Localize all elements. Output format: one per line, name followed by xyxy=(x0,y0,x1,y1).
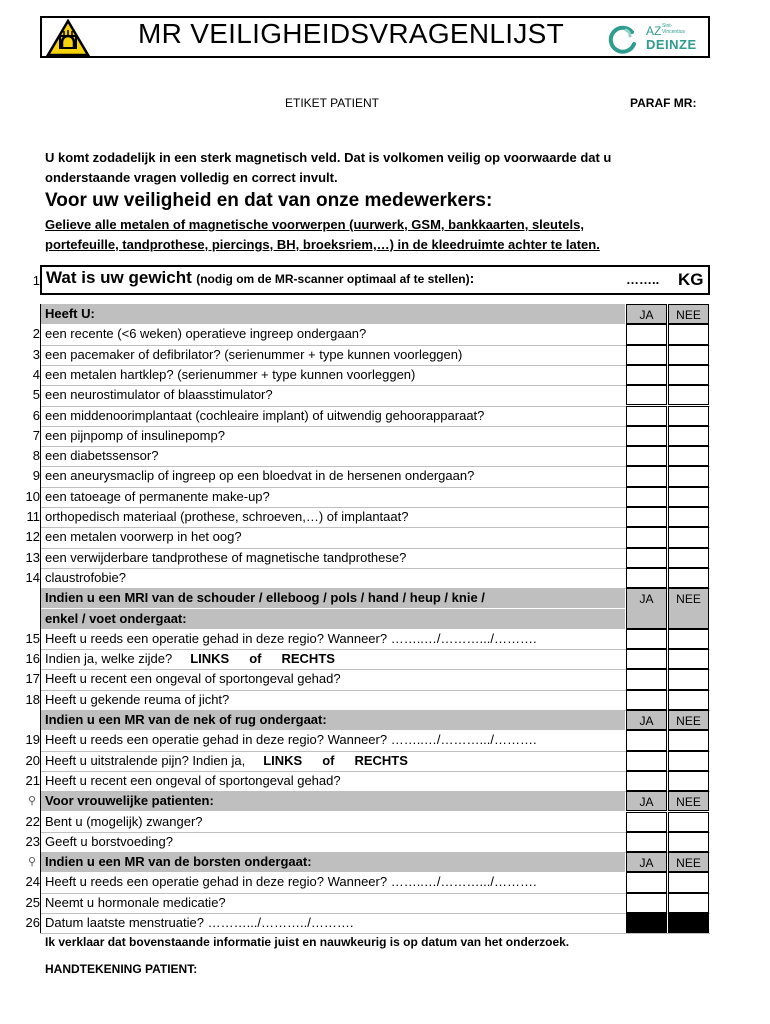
signature-label: HANDTEKENING PATIENT: xyxy=(45,962,198,976)
row-divider xyxy=(40,548,710,549)
nee-checkbox[interactable] xyxy=(668,669,709,689)
nee-checkbox[interactable] xyxy=(668,446,709,466)
ja-checkbox[interactable] xyxy=(626,466,667,486)
question-number: 7 xyxy=(32,427,40,443)
section-header-bg xyxy=(41,304,625,324)
row-divider xyxy=(40,527,710,528)
ja-checkbox[interactable] xyxy=(626,771,667,791)
question-text xyxy=(45,814,203,829)
question-text xyxy=(45,367,415,382)
question-text xyxy=(45,692,229,707)
question-number: 22 xyxy=(25,813,40,829)
table-left-border xyxy=(40,304,41,933)
section-title: Heeft U: xyxy=(45,306,95,321)
question-number: 25 xyxy=(25,894,40,910)
nee-checkbox[interactable] xyxy=(668,730,709,750)
question-label: Geeft u borstvoeding? xyxy=(45,833,173,849)
nee-label: NEE xyxy=(676,856,701,871)
declaration: Ik verklaar dat bovenstaande informatie juist en nauwkeurig is op datum van het onderzoek. xyxy=(45,935,570,949)
intro-line2: onderstaande vragen volledig en correct invult. xyxy=(45,170,338,185)
nee-checkbox[interactable] xyxy=(668,751,709,771)
ja-checkbox[interactable] xyxy=(626,507,667,527)
question-label: Heeft u reeds een operatie gehad in deze regio? Wanneer? ……..…/……….../………. xyxy=(45,630,537,646)
ja-checkbox[interactable] xyxy=(626,629,667,649)
section-title: Indien u een MR van de nek of rug ondergaat: xyxy=(45,712,327,727)
weight-field[interactable]: …….. xyxy=(626,272,660,287)
row-divider xyxy=(40,832,710,833)
question-text xyxy=(45,326,366,341)
question-number: 13 xyxy=(25,549,40,565)
question-label: een tatoeage of permanente make-up? xyxy=(45,488,270,504)
ja-label: JA xyxy=(639,856,654,871)
logo-sub1: Sint- xyxy=(662,23,673,29)
nee-checkbox[interactable] xyxy=(668,406,709,426)
nee-checkbox xyxy=(668,913,709,933)
question-number: 12 xyxy=(25,529,40,545)
nee-checkbox[interactable] xyxy=(668,426,709,446)
ja-checkbox[interactable] xyxy=(626,385,667,405)
question-text xyxy=(45,448,158,463)
question-text xyxy=(45,468,474,483)
ja-checkbox xyxy=(626,913,667,933)
question-label: Heeft u uitstralende pijn? Indien ja, xyxy=(45,752,246,768)
question-label: een verwijderbare tandprothese of magnetische tandprothese? xyxy=(45,549,407,565)
logo-sub2: Vincentius xyxy=(662,29,685,35)
nee-checkbox[interactable] xyxy=(668,629,709,649)
choice-of: of xyxy=(322,752,335,768)
choice-rechts[interactable]: RECHTS xyxy=(281,651,335,667)
nee-checkbox[interactable] xyxy=(668,365,709,385)
question-number: 18 xyxy=(25,691,40,707)
question-label: Heeft u reeds een operatie gehad in deze regio? Wanneer? ……..…/……….../………. xyxy=(45,732,537,748)
nee-checkbox[interactable] xyxy=(668,872,709,892)
nee-checkbox[interactable] xyxy=(668,507,709,527)
section-title: Voor vrouwelijke patienten: xyxy=(45,793,214,809)
question-number: 24 xyxy=(25,874,40,890)
question-number: 23 xyxy=(25,833,40,849)
weight-note: (nodig om de MR-scanner optimaal af te stellen) xyxy=(196,272,470,286)
safety-line2: portefeuille, tandprothese, piercings, BH, broeksriem,…) in de kleedruimte achter te laten. xyxy=(45,237,600,252)
weight-colon: : xyxy=(469,270,475,286)
ja-checkbox[interactable] xyxy=(626,568,667,588)
question-number: 19 xyxy=(25,732,40,748)
question-label: orthopedisch materiaal (prothese, schroeven,…) of implantaat? xyxy=(45,509,409,524)
section-title: Indien u een MR van de borsten ondergaat: xyxy=(45,854,312,870)
nee-checkbox[interactable] xyxy=(668,771,709,791)
ja-checkbox[interactable] xyxy=(626,487,667,507)
question-label: Datum laatste menstruatie? ……….../………../………. xyxy=(45,915,354,930)
ja-checkbox[interactable] xyxy=(626,345,667,365)
question-text xyxy=(45,529,242,544)
ja-checkbox[interactable] xyxy=(626,812,667,832)
weight-num: 1 xyxy=(32,273,40,288)
question-number: 10 xyxy=(25,488,40,504)
choice-links[interactable]: LINKS xyxy=(190,651,230,667)
row-divider xyxy=(40,649,710,650)
nee-label: NEE xyxy=(676,795,701,810)
question-number: 9 xyxy=(32,468,40,484)
nee-label: NEE xyxy=(676,714,701,728)
ja-checkbox[interactable] xyxy=(626,832,667,852)
question-label: een recente (<6 weken) operatieve ingreep ondergaan? xyxy=(45,326,367,342)
page-title: MR VEILIGHEIDSVRAGENLIJST xyxy=(138,18,565,49)
weight-unit: KG xyxy=(678,270,704,289)
row-divider xyxy=(40,913,710,914)
question-number: 3 xyxy=(32,346,40,362)
question-number: 15 xyxy=(25,630,40,646)
ja-checkbox[interactable] xyxy=(626,649,667,669)
row-divider xyxy=(40,406,710,407)
logo-az: AZ xyxy=(646,24,662,38)
question-text xyxy=(45,671,341,686)
question-text xyxy=(45,489,270,504)
question-label: claustrofobie? xyxy=(45,569,126,585)
question-label: Indien ja, welke zijde? xyxy=(45,651,173,667)
row-divider xyxy=(40,690,710,691)
question-number: 2 xyxy=(32,326,40,342)
nee-checkbox[interactable] xyxy=(668,812,709,832)
question-text xyxy=(45,895,226,910)
question-label: een metalen hartklep? (serienummer + type kunnen voorleggen) xyxy=(45,366,416,382)
nee-checkbox[interactable] xyxy=(668,527,709,547)
row-divider xyxy=(40,385,710,386)
row-divider xyxy=(40,345,710,346)
safety-line1: Gelieve alle metalen of magnetische voorwerpen (uurwerk, GSM, bankkaarten, sleutels, xyxy=(45,217,584,232)
ja-checkbox[interactable] xyxy=(626,872,667,892)
question-label: Neemt u hormonale medicatie? xyxy=(45,894,226,910)
row-divider xyxy=(40,568,710,569)
question-text xyxy=(45,915,353,930)
nee-checkbox[interactable] xyxy=(668,385,709,405)
etiket-label: ETIKET PATIENT xyxy=(285,96,380,110)
question-text xyxy=(45,509,408,524)
question-text xyxy=(45,347,462,362)
question-label: Heeft u recent een ongeval of sportongeval gehad? xyxy=(45,772,341,788)
ja-checkbox[interactable] xyxy=(626,365,667,385)
question-number: 17 xyxy=(25,671,40,687)
nee-checkbox[interactable] xyxy=(668,832,709,852)
question-label: een aneurysmaclip of ingreep op een bloedvat in de hersenen ondergaan? xyxy=(45,468,475,484)
nee-checkbox[interactable] xyxy=(668,548,709,568)
ja-checkbox[interactable] xyxy=(626,669,667,689)
row-divider xyxy=(40,893,710,894)
ja-label: JA xyxy=(639,308,654,322)
ja-label: JA xyxy=(639,795,654,810)
logo-swirl-icon xyxy=(606,24,638,54)
ja-checkbox[interactable] xyxy=(626,548,667,568)
ja-checkbox[interactable] xyxy=(626,406,667,426)
row-divider xyxy=(40,426,710,427)
question-number: 11 xyxy=(26,509,40,524)
question-text xyxy=(45,651,335,666)
safety-heading: Voor uw veiligheid en dat van onze medewerkers: xyxy=(45,190,493,211)
nee-checkbox[interactable] xyxy=(668,568,709,588)
ja-label: JA xyxy=(639,714,654,728)
question-text xyxy=(45,631,537,646)
ja-checkbox[interactable] xyxy=(626,690,667,710)
question-text xyxy=(45,428,225,443)
row-divider xyxy=(40,466,710,467)
question-text xyxy=(45,387,273,402)
question-text xyxy=(45,834,173,849)
question-label: Bent u (mogelijk) zwanger? xyxy=(45,813,203,829)
question-text xyxy=(45,773,341,788)
paraf-label: PARAF MR: xyxy=(630,96,697,110)
ja-checkbox[interactable] xyxy=(626,446,667,466)
ja-checkbox[interactable] xyxy=(626,527,667,547)
question-label: een pacemaker of defibrilator? (serienummer + type kunnen voorleggen) xyxy=(45,346,463,362)
row-divider xyxy=(40,487,710,488)
ja-checkbox[interactable] xyxy=(626,426,667,446)
weight-label: Wat is uw gewicht xyxy=(46,268,192,287)
nee-checkbox[interactable] xyxy=(668,324,709,344)
question-number: 26 xyxy=(25,915,40,930)
question-text xyxy=(45,753,408,768)
question-label: Heeft u recent een ongeval of sportongeval gehad? xyxy=(45,671,341,687)
question-number: 4 xyxy=(32,366,40,382)
ja-checkbox[interactable] xyxy=(626,730,667,750)
question-number: 16 xyxy=(25,651,40,667)
question-label: Heeft u gekende reuma of jicht? xyxy=(45,691,230,707)
nee-label: NEE xyxy=(676,592,701,607)
row-divider xyxy=(40,669,710,670)
ja-checkbox[interactable] xyxy=(626,893,667,913)
nee-checkbox[interactable] xyxy=(668,893,709,913)
question-number: 20 xyxy=(25,752,40,768)
nee-label: NEE xyxy=(676,308,701,322)
nee-checkbox[interactable] xyxy=(668,466,709,486)
question-label: een pijnpomp of insulinepomp? xyxy=(45,427,225,443)
choice-links[interactable]: LINKS xyxy=(263,752,303,768)
section-title: enkel / voet ondergaat: xyxy=(45,610,187,626)
row-divider xyxy=(40,365,710,366)
row-divider xyxy=(40,446,710,447)
row-divider xyxy=(40,751,710,752)
question-number: 5 xyxy=(32,387,40,403)
ja-checkbox[interactable] xyxy=(626,324,667,344)
choice-rechts[interactable]: RECHTS xyxy=(354,752,408,768)
question-number: 8 xyxy=(32,448,40,464)
question-number: 6 xyxy=(32,407,40,423)
hospital-logo xyxy=(606,24,706,54)
question-text xyxy=(45,732,537,747)
section-title: Indien u een MRI van de schouder / elleboog / pols / hand / heup / knie / xyxy=(45,590,485,606)
nee-checkbox[interactable] xyxy=(668,649,709,669)
ja-label: JA xyxy=(639,592,654,607)
weight-question xyxy=(46,268,474,288)
logo-deinze: DEINZE xyxy=(646,37,697,52)
row-divider xyxy=(40,507,710,508)
question-label: een metalen voorwerp in het oog? xyxy=(45,529,242,545)
nee-checkbox[interactable] xyxy=(668,690,709,710)
row-divider xyxy=(40,771,710,772)
question-text xyxy=(45,570,126,585)
nee-checkbox[interactable] xyxy=(668,487,709,507)
person-icon: ⚲ xyxy=(28,795,37,808)
question-label: een diabetssensor? xyxy=(45,448,159,464)
question-number: 21 xyxy=(25,772,40,788)
magnet-warning-icon xyxy=(46,19,90,57)
question-text xyxy=(45,550,406,565)
question-label: Heeft u reeds een operatie gehad in deze regio? Wanneer? ……..…/……….../………. xyxy=(45,874,537,890)
ja-checkbox[interactable] xyxy=(626,751,667,771)
choice-of: of xyxy=(249,651,262,667)
question-number: 14 xyxy=(25,569,40,585)
question-label: een neurostimulator of blaasstimulator? xyxy=(45,387,273,403)
question-text xyxy=(45,874,537,889)
intro-line1: U komt zodadelijk in een sterk magnetisch veld. Dat is volkomen veilig op voorwaarde dat u xyxy=(45,150,612,165)
question-text xyxy=(45,408,484,423)
question-label: een middenoorimplantaat (cochleaire implant) of uitwendig gehoorapparaat? xyxy=(45,407,485,423)
nee-checkbox[interactable] xyxy=(668,345,709,365)
person-icon: ⚲ xyxy=(28,856,37,869)
